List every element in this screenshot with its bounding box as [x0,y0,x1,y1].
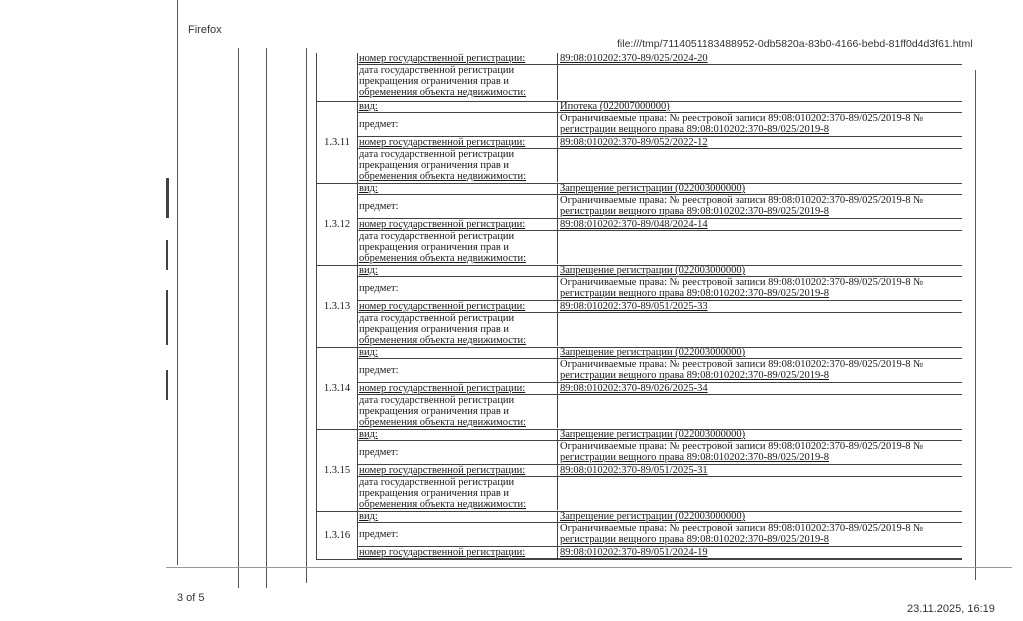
end-date-value [557,231,957,264]
end-date-label-2: прекращения ограничения прав и [359,76,510,87]
vid-line [357,101,962,113]
end-date-label-1: дата государственной регистрации [359,313,515,324]
scan-mark-4 [166,370,168,400]
row-number-text: 1.3.15 [323,464,351,476]
end-date-label-1: дата государственной регистрации [359,149,515,160]
end-date-label-1: дата государственной регистрации [359,65,515,76]
end-date-label [359,65,551,98]
predmet-label: предмет: [359,283,399,294]
predmet-value [557,359,957,382]
end-date-value [557,313,957,346]
reg-label: номер государственной регистрации: [359,547,526,558]
row-number-cell [317,53,358,101]
end-date-line [357,395,962,428]
vid-label: вид: [359,347,378,358]
end-date-label [359,477,551,510]
page-url: file:///tmp/7114051183488952-0db5820a-83b0-4166-bebd-81ff0d4d3f61.html [617,38,973,50]
end-date-label [359,395,551,428]
vid-value: Запрещение регистрации (022003000000) [557,511,957,522]
end-date-line [357,313,962,346]
end-date-label-1: дата государственной регистрации [359,231,515,242]
end-date-label-3: обременения объекта недвижимости: [359,335,527,346]
end-date-label-3: обременения объекта недвижимости: [359,87,527,98]
vid-line [357,265,962,277]
row-number [317,347,358,429]
row-number-text: 1.3.14 [323,382,351,394]
end-date-value [557,477,957,510]
page-margin-line-3 [306,48,307,583]
predmet-label: предмет: [359,365,399,376]
end-date-label-2: прекращения ограничения прав и [359,488,510,499]
page-bottom-edge [166,567,1012,568]
reg-line [357,301,962,313]
page-margin-line-2 [266,48,267,588]
reg-value: 89:08:010202:370-89/051/2024-19 [557,547,957,558]
reg-number-value: 89:08:010202:370-89/025/2024-20 [557,53,957,64]
predmet-line [357,523,962,547]
predmet-value-2: регистрации вещного права 89:08:010202:370-89/025/2019-8 [560,206,830,217]
predmet-value-2: регистрации вещного права 89:08:010202:370-89/025/2019-8 [560,452,830,463]
predmet-value-1: Ограничиваемые права: № реестровой записи 89:08:010202:370-89/025/2019-8 № [560,113,924,124]
reg-value: 89:08:010202:370-89/048/2024-14 [557,219,957,230]
reg-label: номер государственной регистрации: [359,137,526,148]
row-number [317,183,358,265]
end-date-line [357,477,962,510]
predmet-value-1: Ограничиваемые права: № реестровой записи 89:08:010202:370-89/025/2019-8 № [560,359,924,370]
vid-value: Запрещение регистрации (022003000000) [557,347,957,358]
row-number [317,429,358,511]
predmet-label: предмет: [359,201,399,212]
page-counter: 3 of 5 [177,592,205,604]
reg-line [357,465,962,477]
row-number [317,511,358,559]
predmet-value [557,277,957,300]
end-date-value [557,395,957,428]
vid-label: вид: [359,511,378,522]
end-date-label-2: прекращения ограничения прав и [359,406,510,417]
reg-line [357,547,962,559]
predmet-line [357,113,962,137]
predmet-line [357,277,962,301]
predmet-value [557,113,957,136]
predmet-value-1: Ограничиваемые права: № реестровой записи 89:08:010202:370-89/025/2019-8 № [560,277,924,288]
reg-line [357,137,962,149]
page-edge-right [975,70,976,580]
scan-mark-3 [166,290,168,345]
end-date-label-3: обременения объекта недвижимости: [359,253,527,264]
end-date-line [357,65,962,100]
table-row [316,183,962,266]
vid-value: Запрещение регистрации (022003000000) [557,265,957,276]
end-date-label-1: дата государственной регистрации [359,395,515,406]
scan-mark-2 [166,240,168,270]
end-date-label-2: прекращения ограничения прав и [359,242,510,253]
predmet-value [557,195,957,218]
vid-label: вид: [359,101,378,112]
vid-label: вид: [359,265,378,276]
row-number-text: 1.3.11 [324,136,350,148]
page-edge-left [177,0,178,565]
scan-mark [166,178,169,218]
end-date-label [359,231,551,264]
end-date-label-3: обременения объекта недвижимости: [359,499,527,510]
end-date-label [359,149,551,182]
reg-label: номер государственной регистрации: [359,383,526,394]
predmet-value-2: регистрации вещного права 89:08:010202:370-89/025/2019-8 [560,288,830,299]
reg-label: номер государственной регистрации: [359,219,526,230]
reg-line [357,383,962,395]
reg-value: 89:08:010202:370-89/052/2022-12 [557,137,957,148]
reg-value: 89:08:010202:370-89/051/2025-33 [557,301,957,312]
reg-number-label: номер государственной регистрации: [359,53,526,64]
end-date-line [357,149,962,182]
reg-line [357,219,962,231]
predmet-value [557,523,957,546]
predmet-value-1: Ограничиваемые права: № реестровой записи 89:08:010202:370-89/025/2019-8 № [560,523,924,534]
table-row [316,347,962,430]
vid-value: Запрещение регистрации (022003000000) [557,429,957,440]
vid-line [357,511,962,523]
predmet-line [357,195,962,219]
table-row [316,511,962,560]
end-date-label-2: прекращения ограничения прав и [359,324,510,335]
print-datetime: 23.11.2025, 16:19 [907,603,995,615]
browser-app-name: Firefox [188,24,222,36]
end-date-label-1: дата государственной регистрации [359,477,515,488]
predmet-value-2: регистрации вещного права 89:08:010202:370-89/025/2019-8 [560,370,830,381]
row-number-text: 1.3.12 [323,218,351,230]
predmet-value-1: Ограничиваемые права: № реестровой записи 89:08:010202:370-89/025/2019-8 № [560,441,924,452]
table-row [316,101,962,184]
predmet-value [557,441,957,464]
predmet-value-2: регистрации вещного права 89:08:010202:370-89/025/2019-8 [560,534,830,545]
vid-label: вид: [359,183,378,194]
page-margin-line [238,48,239,588]
row-number [317,101,358,183]
end-date-label-3: обременения объекта недвижимости: [359,417,527,428]
vid-value: Ипотека (022007000000) [557,101,957,112]
predmet-label: предмет: [359,447,399,458]
end-date-value [557,149,957,182]
end-date-line [357,231,962,264]
vid-line [357,347,962,359]
vid-label: вид: [359,429,378,440]
row-number-text: 1.3.13 [323,300,351,312]
end-date-label-3: обременения объекта недвижимости: [359,171,527,182]
predmet-label: предмет: [359,529,399,540]
reg-number-line [357,53,962,65]
reg-value: 89:08:010202:370-89/026/2025-34 [557,383,957,394]
predmet-label: предмет: [359,119,399,130]
row-number-text: 1.3.16 [323,529,351,541]
reg-label: номер государственной регистрации: [359,465,526,476]
table-row [316,265,962,348]
vid-value: Запрещение регистрации (022003000000) [557,183,957,194]
predmet-line [357,359,962,383]
vid-line [357,183,962,195]
end-date-label-2: прекращения ограничения прав и [359,160,510,171]
table-row [316,429,962,512]
end-date-value [557,65,957,100]
predmet-value-2: регистрации вещного права 89:08:010202:370-89/025/2019-8 [560,124,830,135]
reg-value: 89:08:010202:370-89/051/2025-31 [557,465,957,476]
row-number [317,265,358,347]
vid-line [357,429,962,441]
predmet-value-1: Ограничиваемые права: № реестровой записи 89:08:010202:370-89/025/2019-8 № [560,195,924,206]
reg-label: номер государственной регистрации: [359,301,526,312]
predmet-line [357,441,962,465]
table-row-top [316,53,962,102]
end-date-label [359,313,551,346]
